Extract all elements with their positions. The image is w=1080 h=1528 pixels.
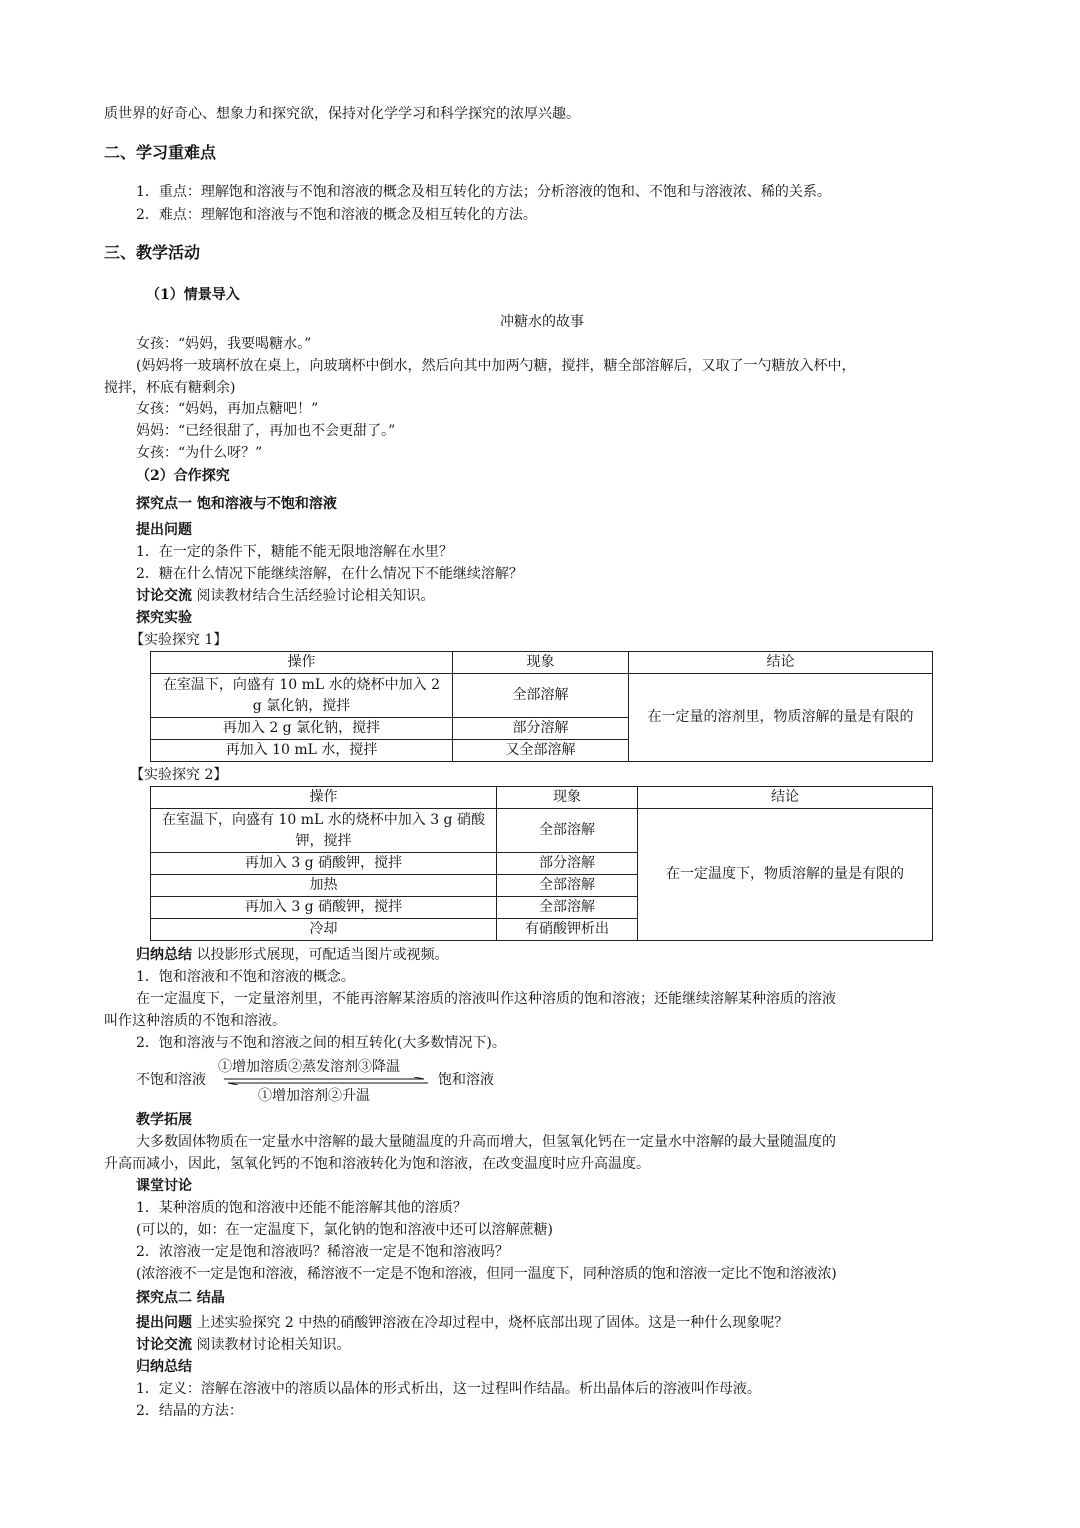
summary-paragraph: 叫作这种溶质的不饱和溶液。: [104, 1013, 286, 1029]
extension-paragraph: 升高而减小，因此，氢氧化钙的不饱和溶液转化为饱和溶液，在改变温度时应升高温度。: [104, 1156, 650, 1172]
experiment-2-label: 【实验探究 2】: [130, 767, 228, 783]
operation-cell: 再加入 2 g 氯化钠，搅拌: [151, 718, 453, 740]
table-header: 结论: [629, 652, 933, 674]
extension-label: 教学拓展: [136, 1112, 192, 1128]
discuss-line: [136, 586, 434, 606]
forward-conditions: ①增加溶质②蒸发溶剂③降温: [218, 1059, 400, 1075]
ask2-text: 上述实验探究 2 中热的硝酸钾溶液在冷却过程中，烧杯底部出现了固体。这是一种什么现象呢？: [196, 1315, 789, 1331]
inquiry-point-1: 探究点一 饱和溶液与不饱和溶液: [136, 496, 337, 512]
summary-paragraph: 在一定温度下，一定量溶剂里，不能再溶解某溶质的溶液叫作这种溶质的饱和溶液；还能继续溶解某种溶质的溶液: [136, 991, 836, 1007]
table-header: 现象: [453, 652, 629, 674]
conversion-arrows: [222, 1077, 430, 1085]
question-item: 1．在一定的条件下，糖能不能无限地溶解在水里？: [136, 544, 453, 560]
experiment-1-table: [150, 651, 933, 762]
experiment-label: 探究实验: [136, 610, 192, 626]
difficult-point-item: 2．难点：理解饱和溶液与不饱和溶液的概念及相互转化的方法。: [136, 207, 537, 223]
dialog-line: 搅拌，杯底有糖剩余): [104, 380, 236, 396]
class-discussion-label: 课堂讨论: [136, 1178, 192, 1194]
table-header: 操作: [151, 652, 453, 674]
saturated-solution-label: 饱和溶液: [438, 1072, 494, 1088]
discuss2-line: [136, 1335, 350, 1355]
operation-cell: 再加入 3 g 硝酸钾，搅拌: [151, 853, 497, 875]
section-3-heading: 三、教学活动: [104, 243, 201, 262]
operation-cell: 在室温下，向盛有 10 mL 水的烧杯中加入 3 g 硝酸钾，搅拌: [151, 809, 497, 853]
crystallization-methods: 2．结晶的方法：: [136, 1403, 243, 1419]
intro-line: 质世界的好奇心、想象力和探究欲，保持对化学学习和科学探究的浓厚兴趣。: [104, 106, 580, 122]
summary-label: 归纳总结: [136, 947, 192, 963]
experiment-1-label: 【实验探究 1】: [130, 632, 228, 648]
summary-point-1: 1．饱和溶液和不饱和溶液的概念。: [136, 969, 355, 985]
dialog-line: (妈妈将一玻璃杯放在桌上，向玻璃杯中倒水，然后向其中加两勺糖，搅拌，糖全部溶解后，又取了一勺糖放入杯中，: [136, 358, 856, 374]
discuss2-label: 讨论交流: [136, 1337, 192, 1353]
subsection-intro: （1）情景导入: [146, 287, 240, 303]
dialog-line: 女孩：“妈妈，再加点糖吧！”: [136, 401, 319, 417]
operation-cell: 加热: [151, 875, 497, 897]
unsaturated-solution-label: 不饱和溶液: [136, 1072, 206, 1088]
class-discussion-item: (浓溶液不一定是饱和溶液，稀溶液不一定是不饱和溶液，但同一温度下，同种溶质的饱和溶液一定比不饱和溶液浓): [136, 1266, 837, 1282]
operation-cell: 再加入 10 mL 水，搅拌: [151, 740, 453, 762]
section-2-heading: 二、学习重难点: [104, 143, 217, 162]
summary2-label: 归纳总结: [136, 1359, 192, 1375]
phenomenon-cell: 部分溶解: [497, 853, 638, 875]
table-header: 操作: [151, 787, 497, 809]
table-header: 现象: [497, 787, 638, 809]
phenomenon-cell: 又全部溶解: [453, 740, 629, 762]
phenomenon-cell: 全部溶解: [497, 809, 638, 853]
ask2-label: 提出问题: [136, 1315, 192, 1331]
summary-text: 以投影形式展现，可配适当图片或视频。: [196, 947, 449, 963]
class-discussion-item: 1．某种溶质的饱和溶液中还能不能溶解其他的溶质？: [136, 1200, 467, 1216]
class-discussion-item: 2．浓溶液一定是饱和溶液吗？稀溶液一定是不饱和溶液吗？: [136, 1244, 509, 1260]
extension-paragraph: 大多数固体物质在一定量水中溶解的最大量随温度的升高而增大，但氢氧化钙在一定量水中溶解的最大量随温度的: [136, 1134, 836, 1150]
operation-cell: 再加入 3 g 硝酸钾，搅拌: [151, 897, 497, 919]
operation-cell: 在室温下，向盛有 10 mL 水的烧杯中加入 2 g 氯化钠，搅拌: [151, 674, 453, 718]
subsection-cooperative: （2）合作探究: [136, 468, 230, 484]
key-point-item: 1．重点：理解饱和溶液与不饱和溶液的概念及相互转化的方法；分析溶液的饱和、不饱和与溶液浓、稀的关系。: [136, 184, 831, 200]
ask-label: 提出问题: [136, 522, 192, 538]
story-title: 冲糖水的故事: [500, 314, 584, 330]
phenomenon-cell: 部分溶解: [453, 718, 629, 740]
phenomenon-cell: 全部溶解: [497, 897, 638, 919]
conclusion-cell: 在一定量的溶剂里，物质溶解的量是有限的: [629, 674, 933, 762]
phenomenon-cell: 全部溶解: [453, 674, 629, 718]
table-header: 结论: [638, 787, 933, 809]
discuss2-text: 阅读教材讨论相关知识。: [196, 1337, 351, 1353]
class-discussion-item: (可以的，如：在一定温度下，氯化钠的饱和溶液中还可以溶解蔗糖): [136, 1222, 553, 1238]
phenomenon-cell: 全部溶解: [497, 875, 638, 897]
operation-cell: 冷却: [151, 919, 497, 941]
question-item: 2．糖在什么情况下能继续溶解，在什么情况下不能继续溶解？: [136, 566, 523, 582]
inquiry-point-2: 探究点二 结晶: [136, 1290, 225, 1306]
discuss-label: 讨论交流: [136, 588, 192, 604]
phenomenon-cell: 有硝酸钾析出: [497, 919, 638, 941]
backward-conditions: ①增加溶剂②升温: [258, 1088, 370, 1104]
summary-point-2: 2．饱和溶液与不饱和溶液之间的相互转化(大多数情况下)。: [136, 1035, 506, 1051]
dialog-line: 妈妈：“已经很甜了，再加也不会更甜了。”: [136, 423, 396, 439]
conclusion-cell: 在一定温度下，物质溶解的量是有限的: [638, 809, 933, 941]
ask2-line: [136, 1313, 788, 1333]
dialog-line: 女孩：“妈妈，我要喝糖水。”: [136, 336, 312, 352]
dialog-line: 女孩：“为什么呀？”: [136, 445, 263, 461]
experiment-2-table: [150, 786, 933, 941]
discuss-text: 阅读教材结合生活经验讨论相关知识。: [196, 588, 435, 604]
crystallization-definition: 1．定义：溶解在溶液中的溶质以晶体的形式析出，这一过程叫作结晶。析出晶体后的溶液叫作母液。: [136, 1381, 761, 1397]
summary-line: [136, 945, 448, 965]
